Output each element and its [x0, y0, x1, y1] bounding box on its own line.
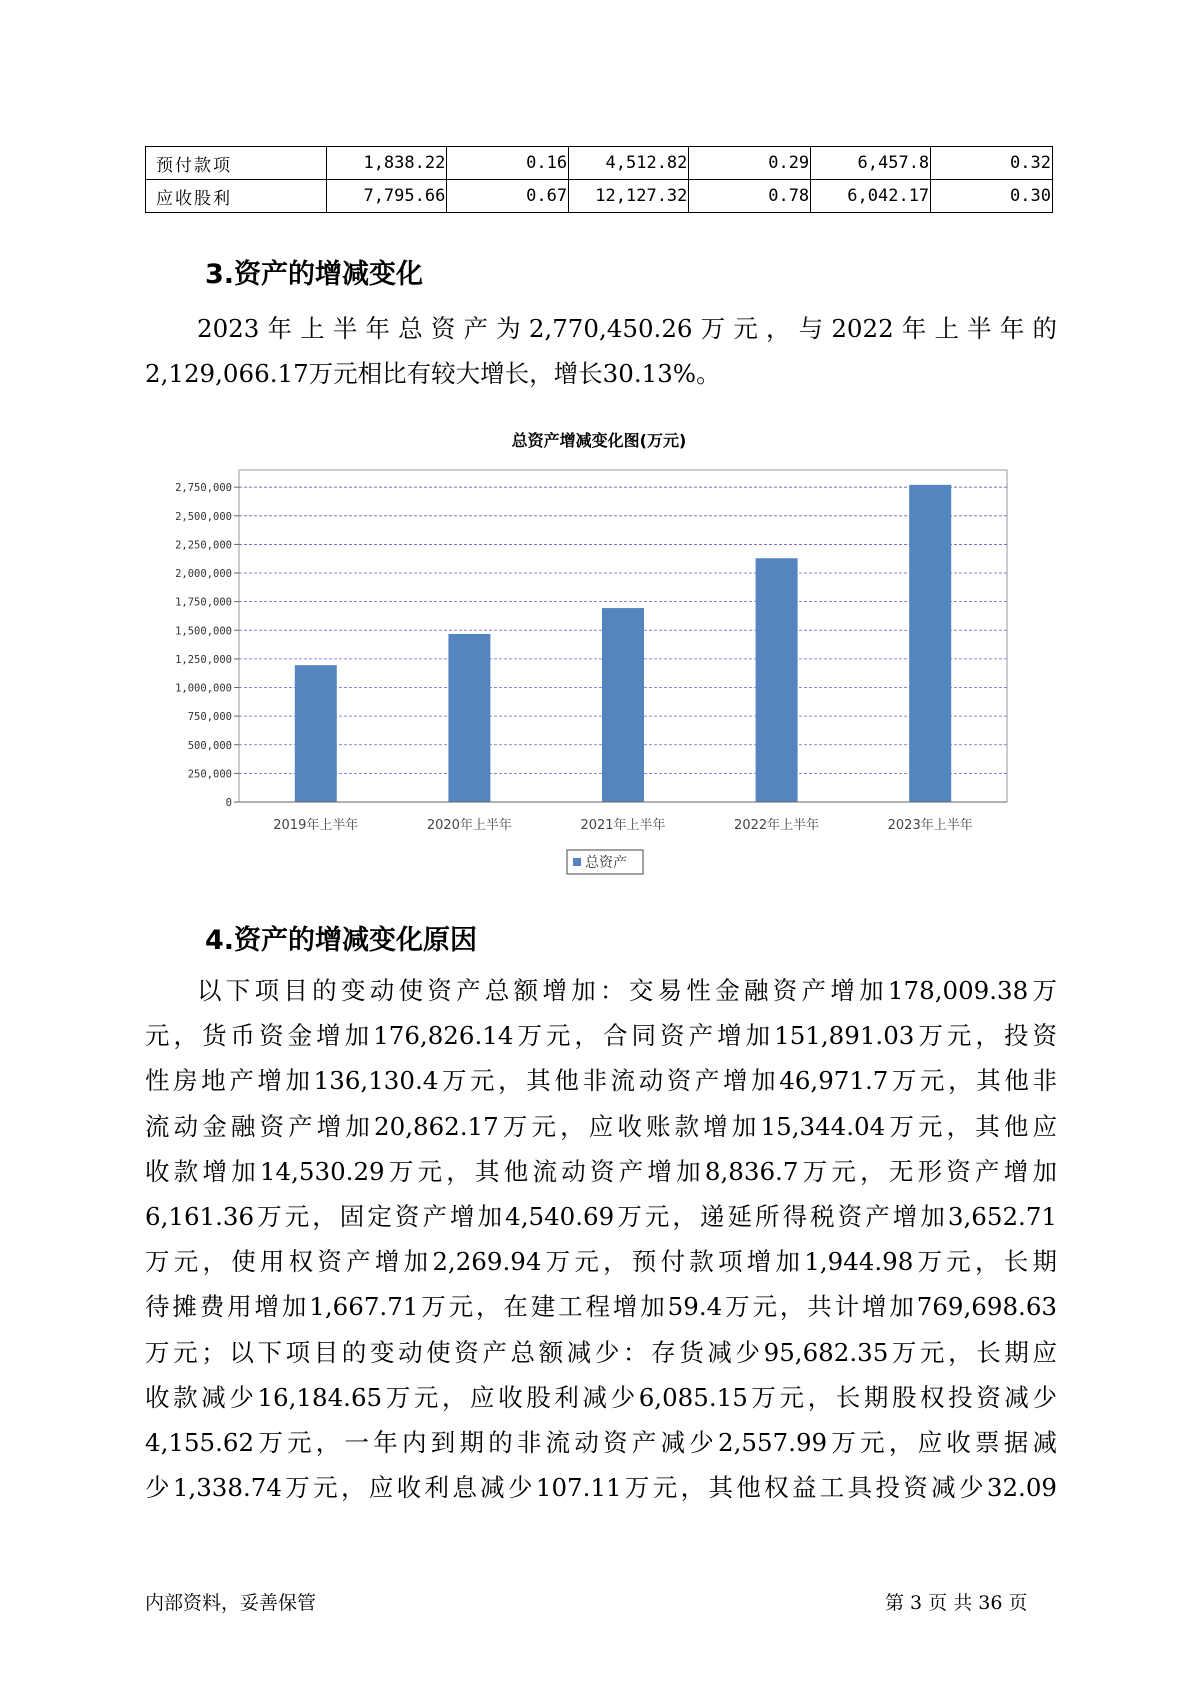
table-cell: 0.32 [931, 147, 1053, 180]
paragraph-line: 6,161.36万元，固定资产增加4,540.69万元，递延所得税资产增加3,652.71 [145, 1202, 1057, 1232]
y-tick-label: 1,500,000 [175, 625, 232, 638]
table-row [146, 180, 1053, 213]
footer-confidential: 内部资料，妥善保管 [145, 1592, 317, 1614]
section-4-paragraph [145, 968, 1057, 1510]
y-tick-label: 2,750,000 [175, 482, 232, 495]
y-tick-label: 1,250,000 [175, 653, 232, 666]
bar [756, 558, 798, 802]
table-cell: 12,127.32 [569, 180, 689, 213]
y-tick-label: 2,250,000 [175, 539, 232, 552]
paragraph-line: 2,129,066.17万元相比有较大增长，增长30.13%。 [145, 359, 721, 389]
paragraph-line: 2023年上半年总资产为2,770,450.26万元，与2022年上半年的 [197, 314, 1057, 343]
table-cell: 0.30 [931, 180, 1053, 213]
bar [448, 634, 490, 802]
paragraph-line: 收款增加14,530.29万元，其他流动资产增加8,836.7万元，无形资产增加 [145, 1156, 1057, 1186]
x-tick-label: 2021年上半年 [580, 818, 666, 833]
paragraph-line: 待摊费用增加1,667.71万元，在建工程增加59.4万元，共计增加769,698.63 [145, 1292, 1057, 1322]
x-tick-label: 2020年上半年 [426, 818, 512, 833]
bar [295, 665, 337, 802]
section-3-heading: 3.资产的增减变化 [205, 259, 424, 290]
y-tick-label: 0 [225, 797, 232, 809]
table-cell: 1,838.22 [327, 147, 447, 180]
paragraph-line: 万元，使用权资产增加2,269.94万元，预付款项增加1,944.98万元，长期 [145, 1247, 1057, 1277]
asset-table [145, 146, 1053, 213]
row-label: 应收股利 [146, 180, 327, 213]
paragraph-line: 万元；以下项目的变动使资产总额减少：存货减少95,682.35万元，长期应 [145, 1337, 1057, 1367]
table-row [146, 147, 1053, 180]
paragraph-line: 流动金融资产增加20,862.17万元，应收账款增加15,344.04万元，其他应 [145, 1111, 1057, 1141]
y-tick-label: 250,000 [187, 768, 232, 781]
table-cell: 0.16 [447, 147, 569, 180]
table-cell: 6,042.17 [811, 180, 931, 213]
y-tick-label: 1,000,000 [175, 682, 232, 695]
bar [909, 485, 951, 802]
table-cell: 7,795.66 [327, 180, 447, 213]
total-assets-bar-chart [145, 455, 1045, 875]
paragraph-line: 4,155.62万元，一年内到期的非流动资产减少2,557.99万元，应收票据减 [145, 1428, 1057, 1458]
section-3-paragraph [145, 306, 1057, 396]
y-tick-label: 500,000 [187, 739, 232, 752]
paragraph-line: 少1,338.74万元，应收利息减少107.11万元，其他权益工具投资减少32.09 [145, 1473, 1057, 1503]
paragraph-line: 元，货币资金增加176,826.14万元，合同资产增加151,891.03万元，投资 [145, 1021, 1057, 1051]
paragraph-line: 以下项目的变动使资产总额增加：交易性金融资产增加178,009.38万 [197, 976, 1057, 1005]
x-tick-label: 2022年上半年 [734, 818, 820, 833]
x-tick-label: 2023年上半年 [887, 818, 973, 833]
table-cell: 6,457.8 [811, 147, 931, 180]
paragraph-line: 性房地产增加136,130.4万元，其他非流动资产增加46,971.7万元，其他非 [145, 1066, 1057, 1096]
legend-label: 总资产 [585, 855, 627, 871]
y-tick-label: 2,000,000 [175, 568, 232, 581]
bar [602, 608, 644, 802]
table-cell: 0.67 [447, 180, 569, 213]
footer-page-number: 第 3 页 共 36 页 [885, 1592, 1028, 1614]
y-tick-label: 1,750,000 [175, 596, 232, 609]
table-cell: 4,512.82 [569, 147, 689, 180]
row-label: 预付款项 [146, 147, 327, 180]
chart-title: 总资产增减变化图(万元) [511, 431, 687, 450]
paragraph-line: 收款减少16,184.65万元，应收股利减少6,085.15万元，长期股权投资减少 [145, 1382, 1057, 1412]
x-tick-label: 2019年上半年 [273, 818, 359, 833]
legend-swatch [573, 858, 581, 866]
y-tick-label: 750,000 [187, 711, 232, 724]
table-cell: 0.78 [689, 180, 811, 213]
section-4-heading: 4.资产的增减变化原因 [205, 925, 478, 956]
table-cell: 0.29 [689, 147, 811, 180]
y-tick-label: 2,500,000 [175, 510, 232, 523]
